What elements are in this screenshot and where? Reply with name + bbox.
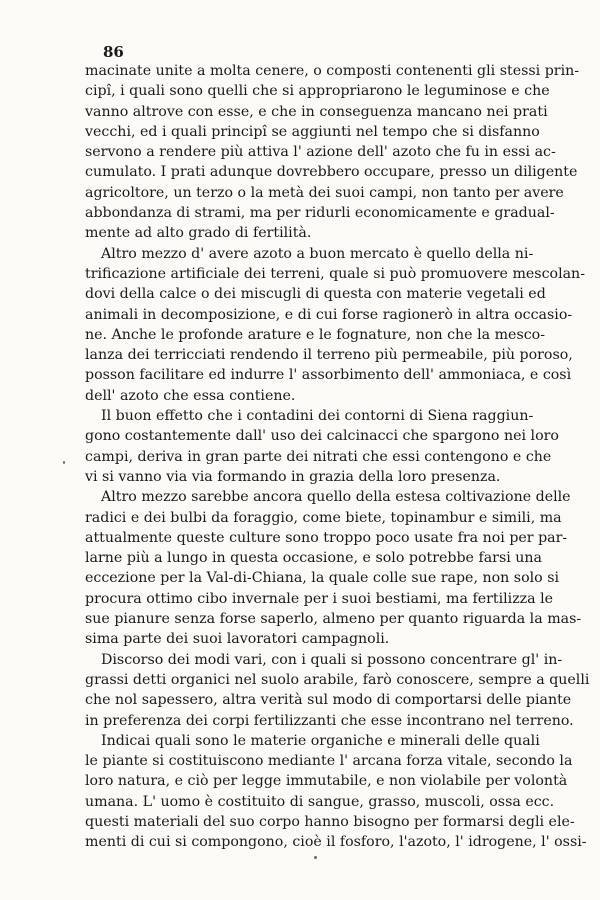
text-line: le piante si costituiscono mediante l' arcana forza vitale, secondo la [85,753,573,770]
text-line: menti di cui si compongono, cioè il fosforo, l'azoto, l' idrogene, l' ossi- [85,834,587,851]
text-line: cipî, i quali sono quelli che si appropriarono le leguminose e che [85,83,550,100]
text-line: gono costantemente dall' uso dei calcinacci che spargono nei loro [85,428,559,445]
text-line: loro natura, e ciò per legge immutabile, e non violabile per volontà [85,773,568,790]
text-line: macinate unite a molta cenere, o composti contenenti gli stessi prin- [85,63,580,79]
text-line: ne. Anche le profonde arature e le fognature, non che la mesco- [85,326,546,343]
ink-speck [63,461,65,464]
text-line: agricoltore, un terzo o la metà dei suoi campi, non tanto per avere [85,184,564,201]
text-line: dovi della calce o dei miscugli di questa con materie vegetali ed [85,286,546,303]
body-text [85,61,590,853]
text-line: Discorso dei modi vari, con i quali si possono concentrare gl' in- [101,651,563,668]
page-number: 86 [103,43,124,61]
text-line: grassi detti organici nel suolo arabile, farò conoscere, sempre a quelli [85,671,590,688]
text-line: procura ottimo cibo invernale per i suoi bestiami, ma fertilizza le [85,590,554,607]
text-line: Indicai quali sono le materie organiche e minerali delle quali [101,732,540,749]
text-line: Altro mezzo d' avere azoto a buon mercato è quello della ni- [101,245,534,262]
text-line: Il buon effetto che i contadini dei contorni di Siena raggiun- [101,408,534,425]
ink-speck [314,856,317,859]
text-line: trificazione artificiale dei terreni, quale si può promuovere mescolan- [85,265,585,282]
text-line: questi materiali del suo corpo hanno bisogno per formarsi degli ele- [85,813,575,830]
text-line: attualmente queste culture sono troppo poco usate fra noi per par- [85,529,568,546]
text-line: larne più a lungo in questa occasione, e solo potrebbe farsi una [85,550,542,567]
text-line: umana. L' uomo è costituito di sangue, grasso, muscoli, ossa ecc. [85,793,555,810]
text-line: radici e dei bulbi da foraggio, come biete, topinambur e simili, ma [85,509,562,526]
text-line: che nol sapessero, altra verità sul modo di comportarsi delle piante [85,692,572,709]
text-line: lanza dei terricciati rendendo il terreno più permeabile, più poroso, [85,347,573,364]
text-line: animali in decomposizione, e di cui forse ragionerò in altra occasio- [85,306,573,323]
text-line: servono a rendere più attiva l' azione dell' azoto che fu in essi ac- [85,144,556,161]
text-line: mente ad alto grado di fertilità. [85,225,312,242]
text-line: sima parte dei suoi lavoratori campagnoli. [85,631,390,648]
text-line: posson facilitare ed indurre l' assorbimento dell' ammoniaca, e così [85,367,572,384]
text-line: vecchi, ed i quali principî se aggiunti nel tempo che si disfanno [85,123,540,140]
text-line: eccezione per la Val-di-Chiana, la quale colle sue rape, non solo si [85,570,560,587]
text-line: abbondanza di strami, ma per ridurli economicamente e gradual- [85,205,555,222]
text-line: vanno altrove con esse, e che in conseguenza mancano nei prati [85,103,548,120]
text-line: cumulato. I prati adunque dovrebbero occupare, presso un diligente [85,164,578,181]
text-line: dell' azoto che essa contiene. [85,387,296,404]
text-line: Altro mezzo sarebbe ancora quello della estesa coltivazione delle [101,489,571,506]
text-line: vi si vanno via via formando in grazia della loro presenza. [85,468,501,485]
text-line: campi, deriva in gran parte dei nitrati che essi contengono e che [85,448,552,465]
text-line: sue pianure senza forse saperlo, almeno per quanto riguarda la mas- [85,611,582,628]
text-line: in preferenza dei corpi fertilizzanti che esse incontrano nel terreno. [85,712,574,729]
